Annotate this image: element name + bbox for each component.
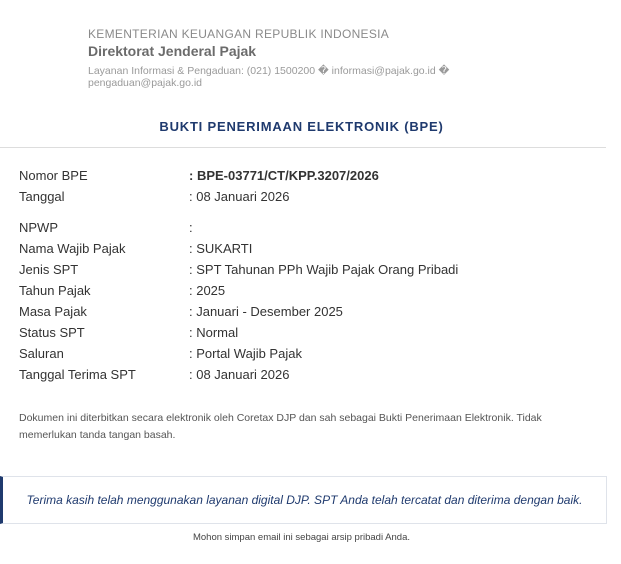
field-jenis-spt bbox=[19, 259, 599, 280]
divider bbox=[0, 147, 606, 148]
field-label: Tahun Pajak bbox=[19, 283, 91, 298]
ministry-name: KEMENTERIAN KEUANGAN REPUBLIK INDONESIA bbox=[88, 27, 390, 41]
field-value: : SPT Tahunan PPh Wajib Pajak Orang Pribadi bbox=[189, 262, 459, 277]
field-label: NPWP bbox=[19, 220, 58, 235]
field-value: : Normal bbox=[189, 325, 239, 340]
field-value: : 08 Januari 2026 bbox=[189, 189, 290, 204]
letterhead bbox=[88, 27, 588, 89]
legal-note: Dokumen ini diterbitkan secara elektronik oleh Coretax DJP dan sah sebagai Bukti Penerimaan Elektronik. Tidak memerlukan tanda tangan basah. bbox=[19, 412, 542, 441]
field-label: Status SPT bbox=[19, 325, 85, 340]
field-saluran bbox=[19, 343, 599, 364]
field-label: Jenis SPT bbox=[19, 262, 79, 277]
field-value: : 08 Januari 2026 bbox=[189, 367, 290, 382]
field-label: Nomor BPE bbox=[19, 168, 88, 183]
contact-info: Layanan Informasi & Pengaduan: (021) 1500200 � informasi@pajak.go.id � pengaduan@pajak.go.id bbox=[88, 65, 450, 89]
field-tanggal bbox=[19, 186, 599, 207]
field-tahun-pajak bbox=[19, 280, 599, 301]
field-label: Nama Wajib Pajak bbox=[19, 241, 126, 256]
receipt-details bbox=[19, 165, 599, 385]
field-value: : Januari - Desember 2025 bbox=[189, 304, 343, 319]
field-label: Saluran bbox=[19, 346, 64, 361]
field-nama-wajib-pajak bbox=[19, 238, 599, 259]
field-value: : BPE-03771/CT/KPP.3207/2026 bbox=[189, 168, 379, 183]
field-label: Masa Pajak bbox=[19, 304, 87, 319]
field-masa-pajak bbox=[19, 301, 599, 322]
field-value: : 2025 bbox=[189, 283, 226, 298]
field-status-spt bbox=[19, 322, 599, 343]
footer-note: Mohon simpan email ini sebagai arsip pribadi Anda. bbox=[192, 532, 411, 543]
thank-you-banner bbox=[0, 476, 607, 524]
field-label: Tanggal bbox=[19, 189, 65, 204]
field-value: : SUKARTI bbox=[189, 241, 253, 256]
field-value: : Portal Wajib Pajak bbox=[189, 346, 302, 361]
field-label: Tanggal Terima SPT bbox=[19, 367, 136, 382]
field-npwp bbox=[19, 217, 599, 238]
thank-you-text: Terima kasih telah menggunakan layanan digital DJP. SPT Anda telah tercatat dan diterima dengan baik. bbox=[26, 493, 583, 507]
document-title: BUKTI PENERIMAAN ELEKTRONIK (BPE) bbox=[159, 119, 444, 134]
field-tanggal-terima-spt bbox=[19, 364, 599, 385]
spacer bbox=[19, 207, 599, 217]
field-nomor-bpe bbox=[19, 165, 599, 186]
field-value: : bbox=[189, 220, 193, 235]
directorate-name: Direktorat Jenderal Pajak bbox=[88, 43, 257, 59]
